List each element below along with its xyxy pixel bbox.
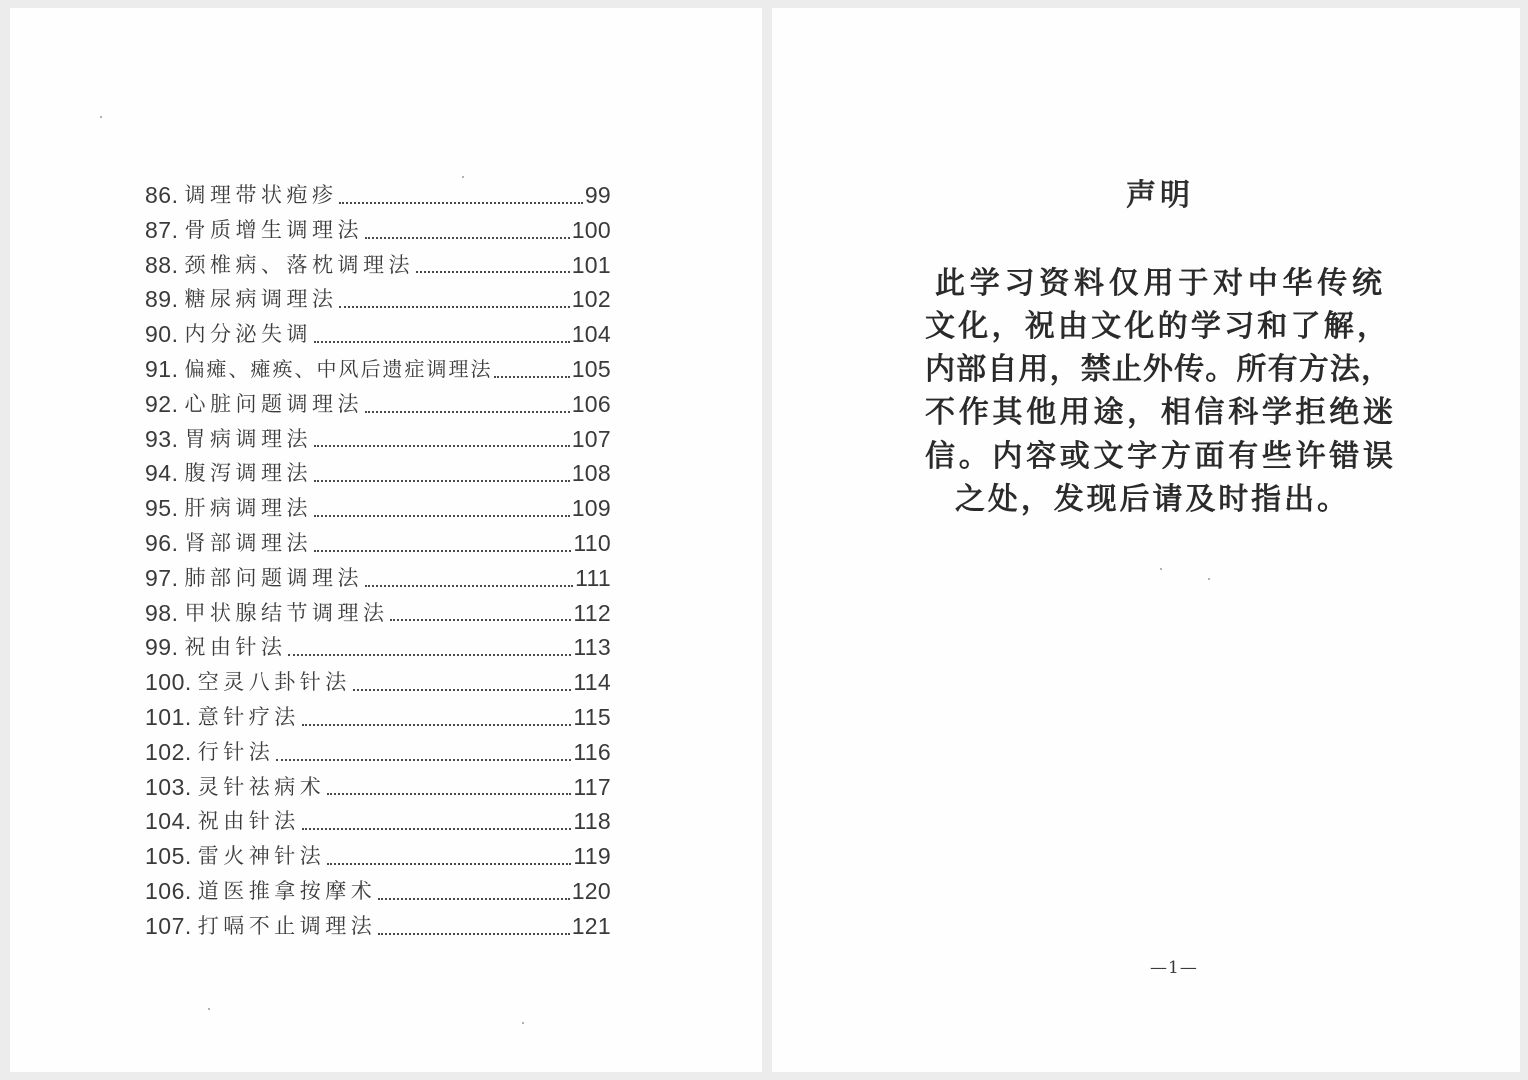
toc-entry-page: 100 bbox=[571, 216, 611, 243]
toc-entry-number: 102. bbox=[145, 738, 192, 765]
dot-leader bbox=[339, 202, 582, 204]
toc-entry-title: 肾部调理法 bbox=[184, 530, 312, 555]
toc-entry bbox=[145, 213, 611, 248]
scan-speck bbox=[100, 116, 102, 118]
toc-entry bbox=[145, 804, 611, 839]
scan-speck bbox=[1208, 578, 1210, 580]
toc-entry-page: 105 bbox=[571, 355, 611, 382]
dot-leader bbox=[302, 724, 572, 726]
toc-entry-number: 89. bbox=[145, 286, 179, 313]
toc-entry-title: 意针疗法 bbox=[197, 704, 300, 729]
scan-speck bbox=[462, 176, 464, 178]
toc-entry bbox=[145, 248, 611, 283]
dot-leader bbox=[327, 793, 571, 795]
toc-entry-title: 肝病调理法 bbox=[184, 496, 312, 521]
toc-entry-number: 87. bbox=[145, 216, 179, 243]
toc-entry-title: 祝由针法 bbox=[184, 635, 287, 660]
toc-entry-page: 106 bbox=[571, 390, 611, 417]
dot-leader bbox=[314, 480, 570, 482]
toc-entry-title: 胃病调理法 bbox=[184, 426, 312, 451]
toc-entry-title: 腹泻调理法 bbox=[184, 461, 312, 486]
toc-entry-title: 行针法 bbox=[197, 739, 275, 764]
toc-entry-number: 107. bbox=[145, 912, 192, 939]
toc-entry bbox=[145, 317, 611, 352]
toc-entry bbox=[145, 387, 611, 422]
dot-leader bbox=[314, 341, 570, 343]
toc-entry-title: 道医推拿按摩术 bbox=[197, 878, 377, 903]
toc-entry-page: 107 bbox=[571, 425, 611, 452]
toc-entry-page: 120 bbox=[571, 877, 611, 904]
toc-entry-page: 118 bbox=[573, 808, 611, 835]
right-page bbox=[772, 8, 1520, 1072]
toc-entry-title: 内分泌失调 bbox=[184, 322, 312, 347]
scan-speck bbox=[522, 1022, 524, 1024]
toc-entry-title: 心脏问题调理法 bbox=[184, 391, 363, 416]
toc-entry bbox=[145, 839, 611, 874]
toc-entry-title: 空灵八卦针法 bbox=[197, 670, 351, 695]
toc-entry-page: 121 bbox=[571, 912, 611, 939]
toc-entry-number: 86. bbox=[145, 182, 179, 208]
statement-line: 信。内容或文字方面有些许错误 bbox=[925, 439, 1393, 474]
dot-leader bbox=[365, 585, 573, 587]
statement-line: 不作其他用途，相信科学拒绝迷 bbox=[925, 395, 1393, 430]
toc-entry-number: 104. bbox=[145, 808, 192, 835]
toc-entry-number: 90. bbox=[145, 321, 179, 348]
toc-entry-title: 祝由针法 bbox=[197, 809, 300, 834]
dot-leader bbox=[339, 306, 569, 308]
statement-title: 声明 bbox=[1126, 178, 1194, 213]
toc-entry-number: 92. bbox=[145, 390, 179, 417]
toc-entry bbox=[145, 630, 611, 665]
toc-entry-title: 打嗝不止调理法 bbox=[197, 913, 377, 938]
toc-entry-number: 105. bbox=[145, 843, 192, 870]
dot-leader bbox=[314, 445, 570, 447]
left-page bbox=[10, 8, 762, 1072]
toc-entry-page: 114 bbox=[573, 669, 611, 696]
toc-entry-number: 106. bbox=[145, 877, 192, 904]
scan-speck bbox=[208, 1008, 210, 1010]
toc-entry-page: 99 bbox=[584, 182, 611, 208]
toc-entry-number: 91. bbox=[145, 355, 179, 382]
toc-entry-title: 颈椎病、落枕调理法 bbox=[184, 252, 414, 277]
toc-entry-number: 88. bbox=[145, 251, 179, 278]
toc-entry bbox=[145, 909, 611, 944]
statement-line: 文化，祝由文化的学习和了解， bbox=[925, 309, 1387, 344]
dot-leader bbox=[416, 271, 570, 273]
dot-leader bbox=[494, 376, 569, 378]
dot-leader bbox=[365, 237, 570, 239]
toc-entry bbox=[145, 422, 611, 457]
toc-entry-page: 104 bbox=[571, 321, 611, 348]
toc-entry-title: 肺部问题调理法 bbox=[184, 565, 363, 590]
toc-entry-number: 97. bbox=[145, 564, 179, 591]
statement-line: 内部自用，禁止外传。所有方法， bbox=[925, 352, 1391, 387]
dot-leader bbox=[327, 863, 571, 865]
toc-entry bbox=[145, 596, 611, 631]
toc-entry-page: 117 bbox=[573, 773, 611, 800]
toc-entry-page: 113 bbox=[573, 634, 611, 661]
toc-entry-number: 98. bbox=[145, 599, 179, 626]
table-of-contents bbox=[145, 178, 611, 944]
toc-entry-number: 99. bbox=[145, 634, 179, 661]
scan-speck bbox=[1160, 568, 1162, 570]
toc-entry-page: 116 bbox=[573, 738, 611, 765]
statement-line: 之处，发现后请及时指出。 bbox=[955, 482, 1347, 517]
toc-entry-title: 骨质增生调理法 bbox=[184, 217, 363, 242]
toc-entry bbox=[145, 178, 611, 213]
toc-entry bbox=[145, 665, 611, 700]
toc-entry-page: 110 bbox=[573, 529, 611, 556]
toc-entry bbox=[145, 491, 611, 526]
toc-entry bbox=[145, 874, 611, 909]
toc-entry-page: 101 bbox=[571, 251, 611, 278]
toc-entry-title: 雷火神针法 bbox=[197, 844, 326, 869]
toc-entry bbox=[145, 700, 611, 735]
toc-entry-page: 109 bbox=[571, 495, 611, 522]
toc-entry-number: 101. bbox=[145, 703, 192, 730]
toc-entry-title: 调理带状疱疹 bbox=[184, 183, 338, 207]
toc-entry-number: 96. bbox=[145, 529, 179, 556]
dot-leader bbox=[314, 550, 571, 552]
dot-leader bbox=[288, 654, 571, 656]
toc-entry bbox=[145, 282, 611, 317]
dot-leader bbox=[390, 619, 571, 621]
toc-entry-page: 108 bbox=[571, 460, 611, 487]
dot-leader bbox=[365, 411, 570, 413]
toc-entry bbox=[145, 561, 611, 596]
toc-entry-title: 偏瘫、瘫痪、中风后遗症调理法 bbox=[184, 356, 493, 381]
dot-leader bbox=[276, 759, 571, 761]
toc-entry bbox=[145, 456, 611, 491]
toc-entry-page: 102 bbox=[571, 286, 611, 313]
toc-entry-title: 糖尿病调理法 bbox=[184, 287, 338, 312]
toc-entry-page: 112 bbox=[573, 599, 611, 626]
toc-entry-number: 93. bbox=[145, 425, 179, 452]
toc-entry-title: 灵针祛病术 bbox=[197, 774, 326, 799]
dot-leader bbox=[378, 933, 569, 935]
toc-entry bbox=[145, 526, 611, 561]
dot-leader bbox=[378, 898, 569, 900]
toc-entry-page: 119 bbox=[573, 843, 611, 870]
toc-entry-number: 100. bbox=[145, 669, 192, 696]
toc-entry-page: 115 bbox=[573, 703, 611, 730]
toc-entry-number: 94. bbox=[145, 460, 179, 487]
page-number: —1— bbox=[1150, 958, 1198, 978]
toc-entry-number: 95. bbox=[145, 495, 179, 522]
dot-leader bbox=[314, 515, 570, 517]
toc-entry-number: 103. bbox=[145, 773, 192, 800]
statement-line: 此学习资料仅用于对中华传统 bbox=[935, 266, 1382, 301]
toc-entry bbox=[145, 735, 611, 770]
dot-leader bbox=[302, 828, 572, 830]
toc-entry bbox=[145, 352, 611, 387]
toc-entry-title: 甲状腺结节调理法 bbox=[184, 600, 389, 625]
toc-entry-page: 111 bbox=[575, 564, 611, 591]
toc-entry bbox=[145, 770, 611, 805]
dot-leader bbox=[353, 689, 572, 691]
